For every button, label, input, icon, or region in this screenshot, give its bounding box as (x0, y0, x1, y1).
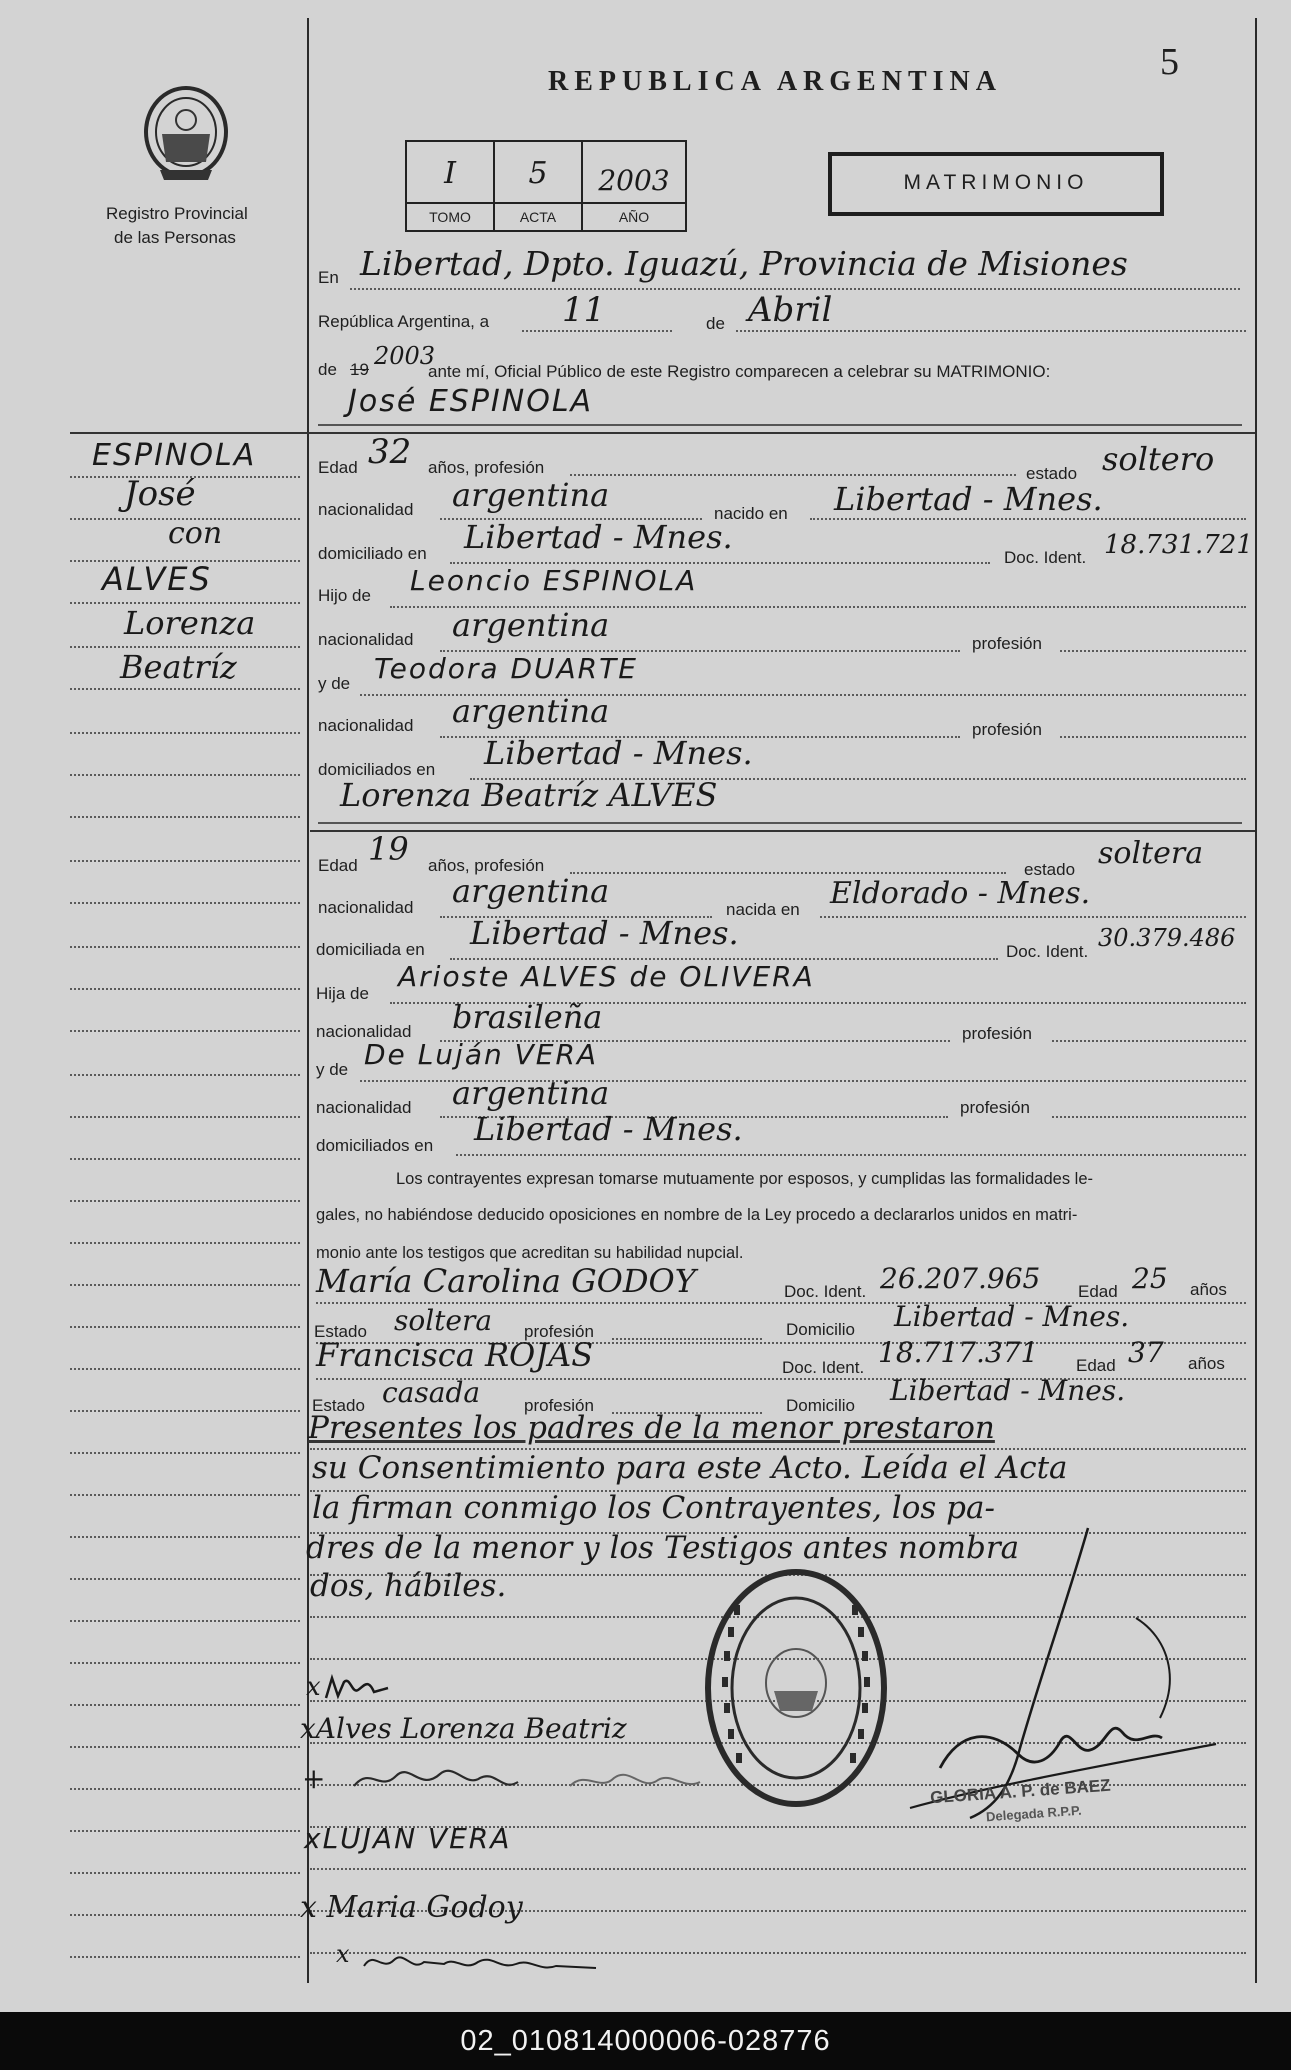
bride-domicilio-label: domiciliada en (316, 940, 425, 959)
witness-1-age: 25 (1132, 1262, 1168, 1295)
act-type-label: MATRIMONIO (903, 171, 1089, 194)
notes-line-5: dos, hábiles. (310, 1568, 507, 1604)
witness-2-domicilio-label: Domicilio (786, 1396, 855, 1415)
groom-nacionalidad: argentina (452, 476, 610, 514)
groom-mother-prof-label: profesión (972, 720, 1042, 739)
margin-line-6: Beatríz (120, 648, 237, 686)
witness-2-doc: 18.717.371 (878, 1336, 1039, 1369)
bride-mother-nac: argentina (452, 1074, 610, 1112)
groom-doc: 18.731.721 (1104, 530, 1253, 560)
groom-father-prof-label: profesión (972, 634, 1042, 653)
opening-statement: ante mí, Oficial Público de este Registro comparecen a celebrar su MATRIMONIO: (428, 362, 1051, 381)
notes-line-1: Presentes los padres de la menor prestaron (308, 1410, 995, 1446)
signature-5: x Maria Godoy (300, 1890, 523, 1925)
signature-3: + (302, 1762, 326, 1795)
bride-domicilio: Libertad - Mnes. (470, 914, 739, 952)
republica-label: República Argentina, a (318, 312, 490, 331)
witness-2-doc-label: Doc. Ident. (782, 1358, 865, 1377)
bride-parents-dom: Libertad - Mnes. (474, 1110, 743, 1148)
witness-2-edad-label: Edad (1076, 1356, 1116, 1375)
witness-2-age: 37 (1128, 1336, 1164, 1369)
witness-2-anos-label: años (1188, 1354, 1225, 1373)
witness-2-estado-label: Estado (312, 1396, 365, 1415)
witness-1-doc: 26.207.965 (880, 1262, 1041, 1295)
bride-nacida: Eldorado - Mnes. (830, 876, 1091, 911)
groom-father-nac-label: nacionalidad (318, 630, 414, 649)
witness-2-domicilio: Libertad - Mnes. (890, 1374, 1126, 1407)
ceremony-place: Libertad, Dpto. Iguazú, Provincia de Misiones (360, 244, 1128, 283)
bride-mother-nac-label: nacionalidad (316, 1098, 412, 1117)
ceremony-year: 2003 (374, 342, 436, 370)
registry-name-line1: Registro Provincial (106, 204, 248, 223)
formal-line-3: monio ante los testigos que acreditan su habilidad nupcial. (316, 1244, 744, 1262)
witness-1-domicilio-label: Domicilio (786, 1320, 855, 1339)
witness-1-domicilio: Libertad - Mnes. (894, 1300, 1130, 1333)
tomo-value: I (444, 156, 456, 191)
page-number: 5 (1160, 41, 1179, 83)
bride-father: Arioste ALVES de OLIVERA (398, 960, 815, 993)
groom-mother-nac-label: nacionalidad (318, 716, 414, 735)
witness-1-estado: soltera (394, 1304, 493, 1337)
signature-4: xLUJAN VERA (304, 1822, 512, 1855)
bride-nacida-label: nacida en (726, 900, 800, 919)
ano-value: 2003 (598, 164, 670, 197)
act-type-box (828, 152, 1164, 216)
witness-2-profesion-label: profesión (524, 1396, 594, 1415)
signature-1-scribble-icon (322, 1672, 392, 1704)
footer-id-bar: 02_010814000006-028776 (0, 2012, 1291, 2070)
margin-line-3: con (168, 516, 223, 551)
groom-parents-dom: Libertad - Mnes. (484, 734, 753, 772)
de-month-label: de (706, 314, 725, 333)
official-title: Delegada R.P.P. (985, 1802, 1083, 1825)
bride-yde-label: y de (316, 1060, 349, 1079)
country-title: REPUBLICA ARGENTINA (548, 66, 1002, 97)
groom-anos-profesion-label: años, profesión (428, 458, 545, 477)
witness-1-doc-label: Doc. Ident. (784, 1282, 867, 1301)
bride-full-name: Lorenza Beatríz ALVES (340, 776, 718, 814)
bride-mother-prof-label: profesión (960, 1098, 1030, 1117)
registry-name-line2: de las Personas (114, 228, 236, 247)
bride-parents-dom-label: domiciliados en (316, 1136, 434, 1155)
groom-parents-dom-label: domiciliados en (318, 760, 436, 779)
groom-mother: Teodora DUARTE (374, 652, 638, 685)
year-prefix-label: de (318, 360, 337, 379)
witness-2-name: Francisca ROJAS (316, 1336, 594, 1374)
bride-father-prof-label: profesión (962, 1024, 1032, 1043)
margin-line-4: ALVES (102, 560, 212, 598)
groom-age: 32 (368, 432, 412, 472)
bride-mother: De Luján VERA (364, 1038, 599, 1071)
groom-doc-label: Doc. Ident. (1004, 548, 1087, 567)
margin-line-5: Lorenza (124, 604, 256, 642)
en-label: En (318, 268, 339, 287)
signature-6: x (336, 1940, 350, 1968)
provincial-seal-icon (140, 82, 232, 186)
bride-doc: 30.379.486 (1098, 924, 1236, 952)
formal-line-2: gales, no habiéndose deducido oposiciones en nombre de la Ley procedo a declararlos unidos en matri- (316, 1206, 1078, 1224)
bride-anos-profesion-label: años, profesión (428, 856, 545, 875)
signature-3-scribble-icon (350, 1752, 720, 1802)
signature-1: x (306, 1672, 321, 1702)
right-margin-rule (1255, 18, 1257, 1983)
bride-father-nac: brasileña (452, 998, 603, 1036)
groom-full-name: José ESPINOLA (348, 384, 594, 419)
witness-1-anos-label: años (1190, 1280, 1227, 1299)
margin-line-1: ESPINOLA (92, 438, 257, 473)
tomo-label: TOMO (429, 209, 471, 225)
bride-hija-label: Hija de (316, 984, 369, 1003)
ceremony-month: Abril (748, 290, 833, 330)
ceremony-day: 11 (562, 290, 606, 330)
acta-value: 5 (528, 156, 548, 191)
witness-2-estado: casada (382, 1376, 481, 1409)
groom-hijo-label: Hijo de (318, 586, 371, 605)
groom-nacionalidad-label: nacionalidad (318, 500, 414, 519)
signature-2: xAlves Lorenza Beatriz (300, 1712, 627, 1745)
groom-mother-nac: argentina (452, 692, 610, 730)
acta-label: ACTA (519, 209, 557, 225)
notes-line-3: la firman conmigo los Contrayentes, los pa- (312, 1490, 995, 1526)
witness-1-estado-label: Estado (314, 1322, 367, 1341)
groom-nacido: Libertad - Mnes. (834, 480, 1103, 518)
groom-nacido-label: nacido en (714, 504, 788, 523)
bride-nacionalidad: argentina (452, 872, 610, 910)
official-name: GLORIA A. P. de BAEZ (929, 1775, 1112, 1808)
registry-stamp-icon (700, 1565, 892, 1811)
bride-age: 19 (368, 830, 409, 868)
bride-estado-label: estado (1024, 860, 1076, 879)
witness-1-edad-label: Edad (1078, 1282, 1118, 1301)
bride-edad-label: Edad (318, 856, 358, 875)
witness-1-name: María Carolina GODOY (316, 1262, 696, 1300)
notes-line-2: su Consentimiento para este Acto. Leída el Acta (312, 1450, 1068, 1486)
margin-line-2: José (124, 474, 196, 514)
groom-estado-label: estado (1026, 464, 1078, 483)
bride-father-nac-label: nacionalidad (316, 1022, 412, 1041)
groom-domicilio: Libertad - Mnes. (464, 518, 733, 556)
signature-6-scribble-icon (360, 1942, 600, 1978)
formal-line-1: Los contrayentes expresan tomarse mutuamente por esposos, y cumplidas las formalidades le- (396, 1170, 1094, 1188)
groom-father: Leoncio ESPINOLA (410, 564, 698, 597)
ano-label: AÑO (618, 209, 650, 225)
groom-yde-label: y de (318, 674, 351, 693)
groom-domicilio-label: domiciliado en (318, 544, 427, 563)
bride-estado: soltera (1098, 836, 1204, 871)
year-struck: 19 (350, 360, 369, 379)
notes-line-4: dres de la menor y los Testigos antes nombra (306, 1530, 1020, 1566)
groom-estado: soltero (1102, 440, 1215, 478)
groom-edad-label: Edad (318, 458, 358, 477)
bride-doc-label: Doc. Ident. (1006, 942, 1089, 961)
witness-1-profesion-label: profesión (524, 1322, 594, 1341)
bride-nacionalidad-label: nacionalidad (318, 898, 414, 917)
groom-father-nac: argentina (452, 606, 610, 644)
